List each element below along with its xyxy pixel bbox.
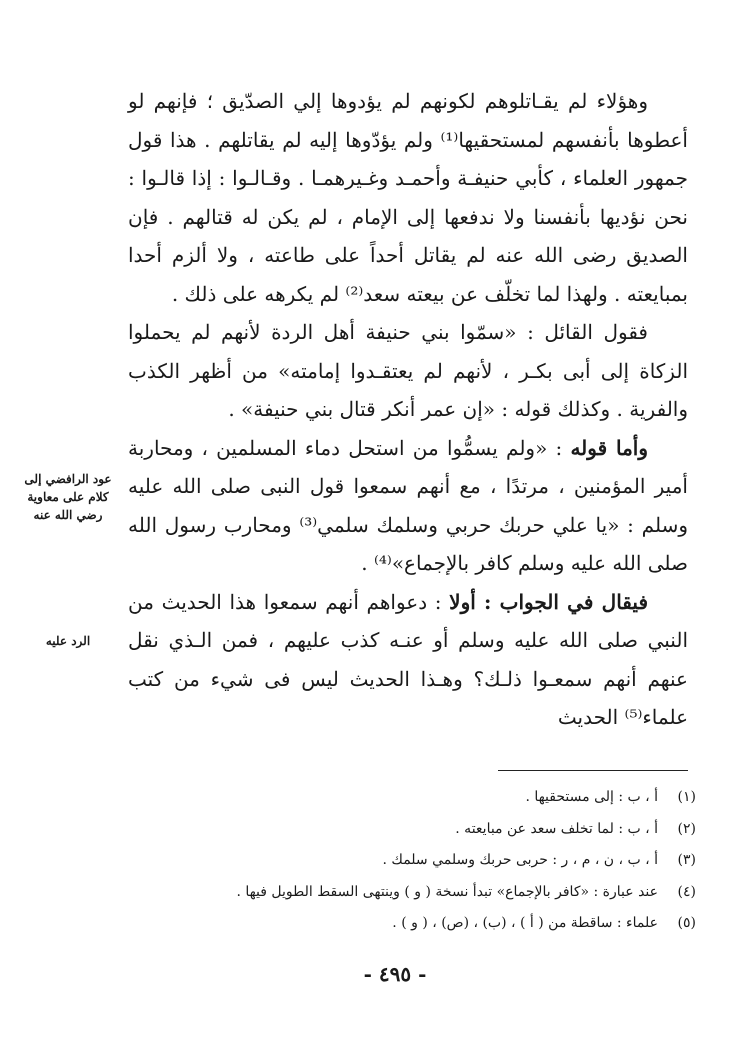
footnote-text: أ ، ب ، ن ، م ، ر : حربى حربك وسلمي سلمك .: [382, 852, 658, 868]
paragraph-2: فقول القائل : «سمّوا بني حنيفة أهل الردة لأنهم لم يحملوا الزكاة إلى أبى بكـر ، لأنهم لم يعتقـدوا إمامته» من أظهر الكذب والفرية . وكذلك قوله : «إن عمر أنكر قتال بني حنيفة» .: [128, 320, 688, 421]
footnote-number: (٢): [677, 820, 696, 837]
paragraph-4-text: : دعواهم أنهم سمعوا هذا الحديث من النبي صلى الله عليه وسلم أو عنـه كذب عليهم ، فمن الـذي نقل عنهم أنهم سمعـوا ذلـك؟ وهـذا الحديث ليس فى شيء من كتب علماء⁽⁵⁾ الحديث: [128, 589, 688, 729]
footnote-text: علماء : ساقطة من ( أ ) ، (ب) ، (ص) ، ( و ) .: [392, 915, 658, 931]
paragraph-4-lead: فيقال في الجواب : أولا: [449, 589, 649, 614]
footnote-text: أ ، ب : لما تخلف سعد عن مبايعته .: [455, 820, 658, 837]
footnote: [128, 877, 696, 909]
footnote-number: (٥): [677, 915, 696, 931]
paragraph-3-lead: وأما قوله: [570, 435, 648, 460]
page-number: - ٤٩٥ -: [363, 962, 427, 986]
paragraph-4: [128, 583, 688, 737]
footnote-text: عند عبارة : «كافر بالإجماع» تبدأ نسخة ( و ) وينتهى السقط الطويل فيها .: [236, 883, 658, 900]
margin-note-1: عود الرافضي إلى كلام على معاوية رضي الله عنه: [24, 472, 112, 522]
footnote: [128, 814, 696, 846]
footnote: [128, 782, 696, 814]
footnote: [128, 845, 696, 877]
footnote-rule: [498, 770, 688, 771]
margin-note-2: الرد عليه: [45, 634, 91, 648]
paragraph-3-text: : «ولم يسمُّوا من استحل دماء المسلمين ، ومحاربة أمير المؤمنين ، مرتدًا ، مع أنهم سمعوا قول النبى صلى الله عليه وسلم : «يا علي حربك حربي وسلمك سلمي⁽³⁾ ومحارب رسول الله صلى الله عليه وسلم كافر بالإجماع»⁽⁴⁾ .: [128, 435, 688, 575]
paragraph-1: وهؤلاء لم يقـاتلوهم لكونهم لم يؤدوها إلي الصدّيق ؛ فإنهم لو أعطوها بأنفسهم لمستحقيها⁽¹⁾ ولم يؤدّوها إليه لم يقاتلهم . هذا قول جمهور العلماء ، كأبي حنيفـة وأحمـد وغـيرهمـا . وقـالـوا : إذا قالـوا : نحن نؤديها بأنفسنا ولا ندفعها إلى الإمام ، لم يكن له قتالهم . فإن الصديق رضى الله عنه لم يقاتل أحداً على طاعته ، ولا ألزم أحدا بمبايعته . ولهذا لما تخلّف عن بيعته سعد⁽²⁾ لم يكرهه على ذلك .: [128, 89, 688, 306]
main-text: [128, 82, 688, 737]
footnotes: [128, 782, 696, 940]
footnote-number: (١): [677, 789, 696, 805]
footnote-text: أ ، ب : إلى مستحقيها .: [525, 789, 658, 805]
footnote: [128, 908, 696, 940]
footnote-number: (٤): [677, 883, 696, 900]
footnote-number: (٣): [677, 852, 696, 868]
paragraph-3: [128, 429, 688, 583]
